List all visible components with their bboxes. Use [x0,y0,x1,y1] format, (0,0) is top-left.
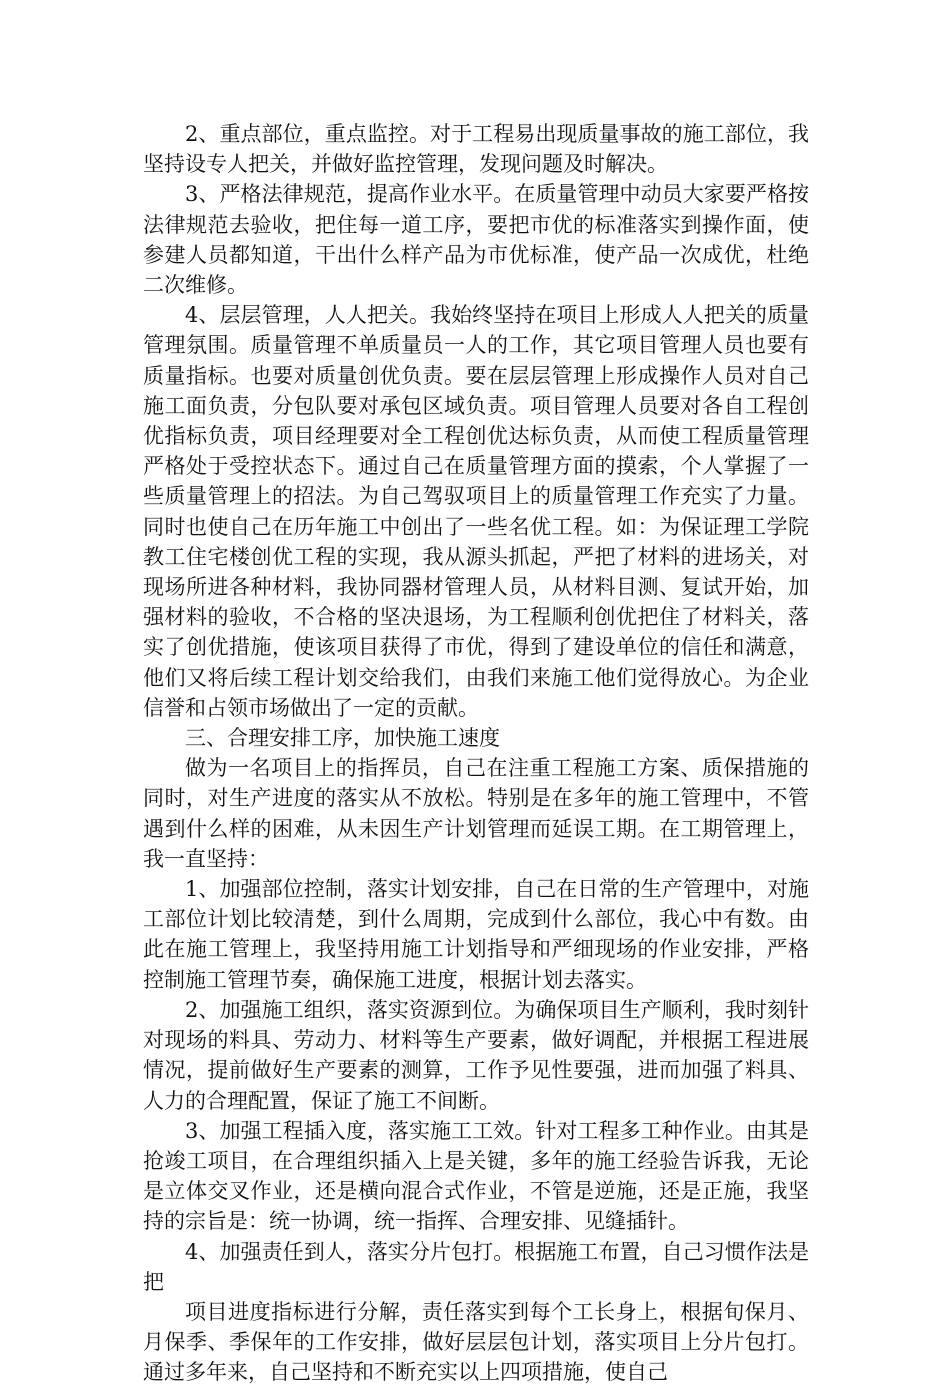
paragraph-progress-breakdown: 项目进度指标进行分解，责任落实到每个工长身上，根据旬保月、月保季、季保年的工作安排，做好层层包计划，落实项目上分片包打。通过多年来，自己坚持和不断充实以上四项措施，使自己 [143,1299,809,1385]
section-heading-schedule: 三、合理安排工序，加快施工速度 [185,726,500,751]
paragraph-commander-role: 做为一名项目上的指挥员，自己在注重工程施工方案、质保措施的同时，对生产进度的落实从不放松。特别是在多年的施工管理中，不管遇到什么样的困难，从未因生产计划管理而延误工期。在工期管理上，我一直坚持： [143,756,809,871]
paragraph-responsibility: 4、加强责任到人，落实分片包打。根据施工布置，自己习惯作法是把 [143,1239,809,1294]
paragraph-legal-standards: 3、严格法律规范，提高作业水平。在质量管理中动员大家要严格按法律规范去验收，把住每一道工序，要把市优的标准落实到操作面，使参建人员都知道，干出什么样产品为市优标准，使产品一次成优，杜绝二次维修。 [143,182,809,298]
document-body [143,119,809,1388]
paragraph-position-control: 1、加强部位控制，落实计划安排，自己在日常的生产管理中，对施工部位计划比较清楚，到什么周期，完成到什么部位，我心中有数。由此在施工管理上，我坚持用施工计划指导和严细现场的作业安排，严格控制施工管理节奏，确保施工进度，根据计划去落实。 [143,877,809,992]
paragraph-work-insertion: 3、加强工程插入度，落实施工工效。针对工程多工种作业。由其是抢竣工项目，在合理组织插入上是关键，多年的施工经验告诉我，无论是立体交叉作业，还是横向混合式作业，不管是逆施，还是正施，我坚持的宗旨是：统一协调，统一指挥、合理安排、见缝插针。 [143,1118,809,1234]
paragraph-construction-organization: 2、加强施工组织，落实资源到位。为确保项目生产顺利，我时刻针对现场的料具、劳动力、材料等生产要素，做好调配，并根据工程进展情况，提前做好生产要素的测算，工作予见性要强，进而加强了料具、人力的合理配置，保证了施工不间断。 [143,997,809,1113]
paragraph-layered-management: 4、层层管理，人人把关。我始终坚持在项目上形成人人把关的质量管理氛围。质量管理不单质量员一人的工作，其它项目管理人员也要有质量指标。也要对质量创优负责。要在层层管理上形成操作人员对自己施工面负责，分包队要对承包区域负责。项目管理人员要对各自工程创优指标负责，项目经理要对全工程创优达标负责，从而使工程质量管理严格处于受控状态下。通过自己在质量管理方面的摸索，个人掌握了一些质量管理上的招法。为自己驾驭项目上的质量管理工作充实了力量。同时也使自己在历年施工中创出了一些名优工程。如：为保证理工学院教工住宅楼创优工程的实现，我从源头抓起，严把了材料的进场关，对现场所进各种材料，我协同器材管理人员，从材料目测、复试开始，加强材料的验收，不合格的坚决退场，为工程顺利创优把住了材料关，落实了创优措施，使该项目获得了市优，得到了建设单位的信任和满意，他们又将后续工程计划交给我们，由我们来施工他们觉得放心。为企业信誉和占领市场做出了一定的贡献。 [143,303,809,720]
paragraph-key-parts-monitoring: 2、重点部位，重点监控。对于工程易出现质量事故的施工部位，我坚持设专人把关，并做好监控管理，发现问题及时解决。 [143,122,809,177]
